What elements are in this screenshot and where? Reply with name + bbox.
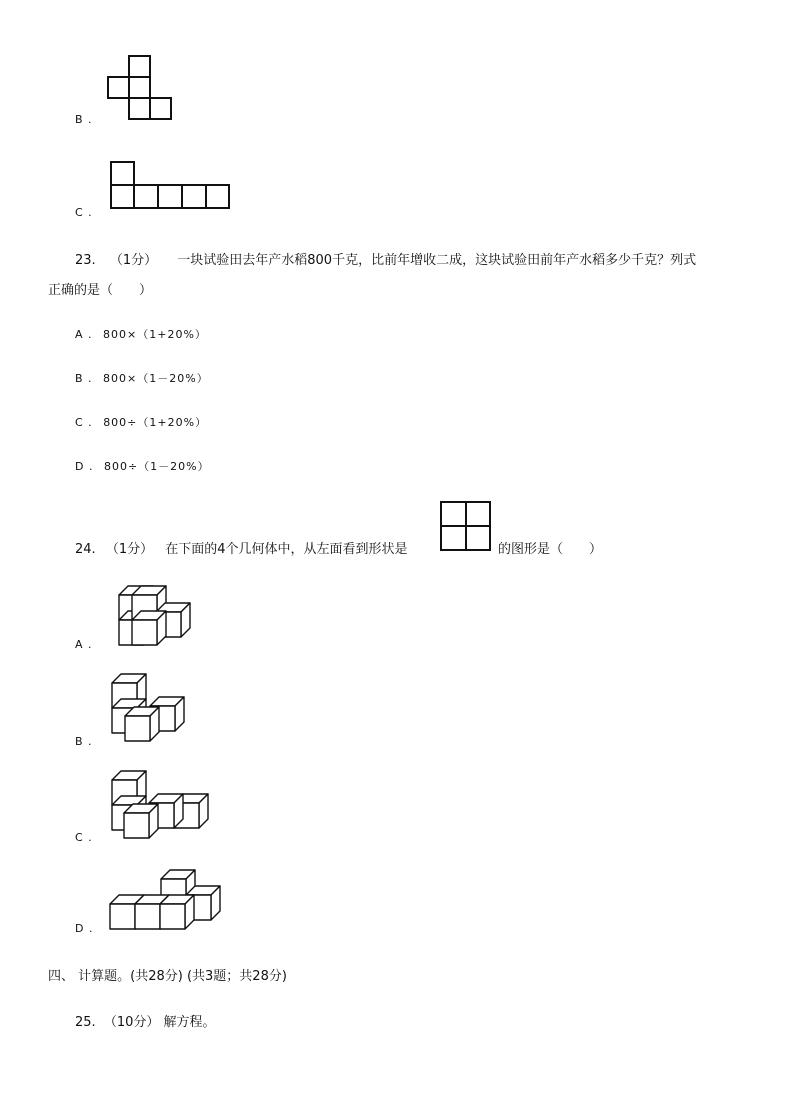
q24-stem-after: 的图形是（ ）	[498, 542, 603, 557]
q23-number: 23.	[75, 253, 96, 268]
q24-number: 24.	[75, 542, 96, 557]
q23-option-a-text: 800×（1+20%）	[103, 328, 207, 341]
q25-stem	[75, 1011, 216, 1030]
q24-option-d-label: D .	[75, 922, 94, 935]
q24-option-b-label: B .	[75, 735, 93, 748]
cube-face	[160, 904, 185, 929]
option-b-label: B .	[75, 113, 93, 126]
q23-option-a-letter: A .	[75, 328, 93, 341]
section-4-heading: 四、 计算题。(共28分) (共3题；共28分)	[48, 969, 287, 984]
q24-stem-before: 在下面的4个几何体中，从左面看到形状是	[165, 542, 408, 557]
q23-stem-line2: 正确的是（ ）	[48, 283, 153, 298]
cube-face	[135, 904, 160, 929]
q23-score: （1分）	[109, 253, 158, 268]
q23-stem-text: 一块试验田去年产水稻800千克，比前年增收二成，这块试验田前年产水稻多少千克？列式	[177, 253, 697, 268]
q23-option-c-letter: C .	[75, 416, 93, 429]
q25-text: 解方程。	[163, 1015, 216, 1030]
q25-number: 25.	[75, 1015, 96, 1030]
q23-option-b-letter: B .	[75, 372, 93, 385]
q24-option-a-label: A .	[75, 638, 93, 651]
q24-option-c-label: C .	[75, 831, 93, 844]
q23-option-d-text: 800÷（1－20%）	[103, 460, 210, 473]
q25-score: （10分）	[103, 1015, 160, 1030]
option-c-label: C .	[75, 206, 93, 219]
q23-option-d-letter: D .	[75, 460, 94, 473]
q23-option-b-text: 800×（1－20%）	[103, 372, 209, 385]
q23-option-c-text: 800÷（1+20%）	[103, 416, 208, 429]
cube-face	[110, 904, 135, 929]
q24-score: （1分）	[105, 542, 154, 557]
